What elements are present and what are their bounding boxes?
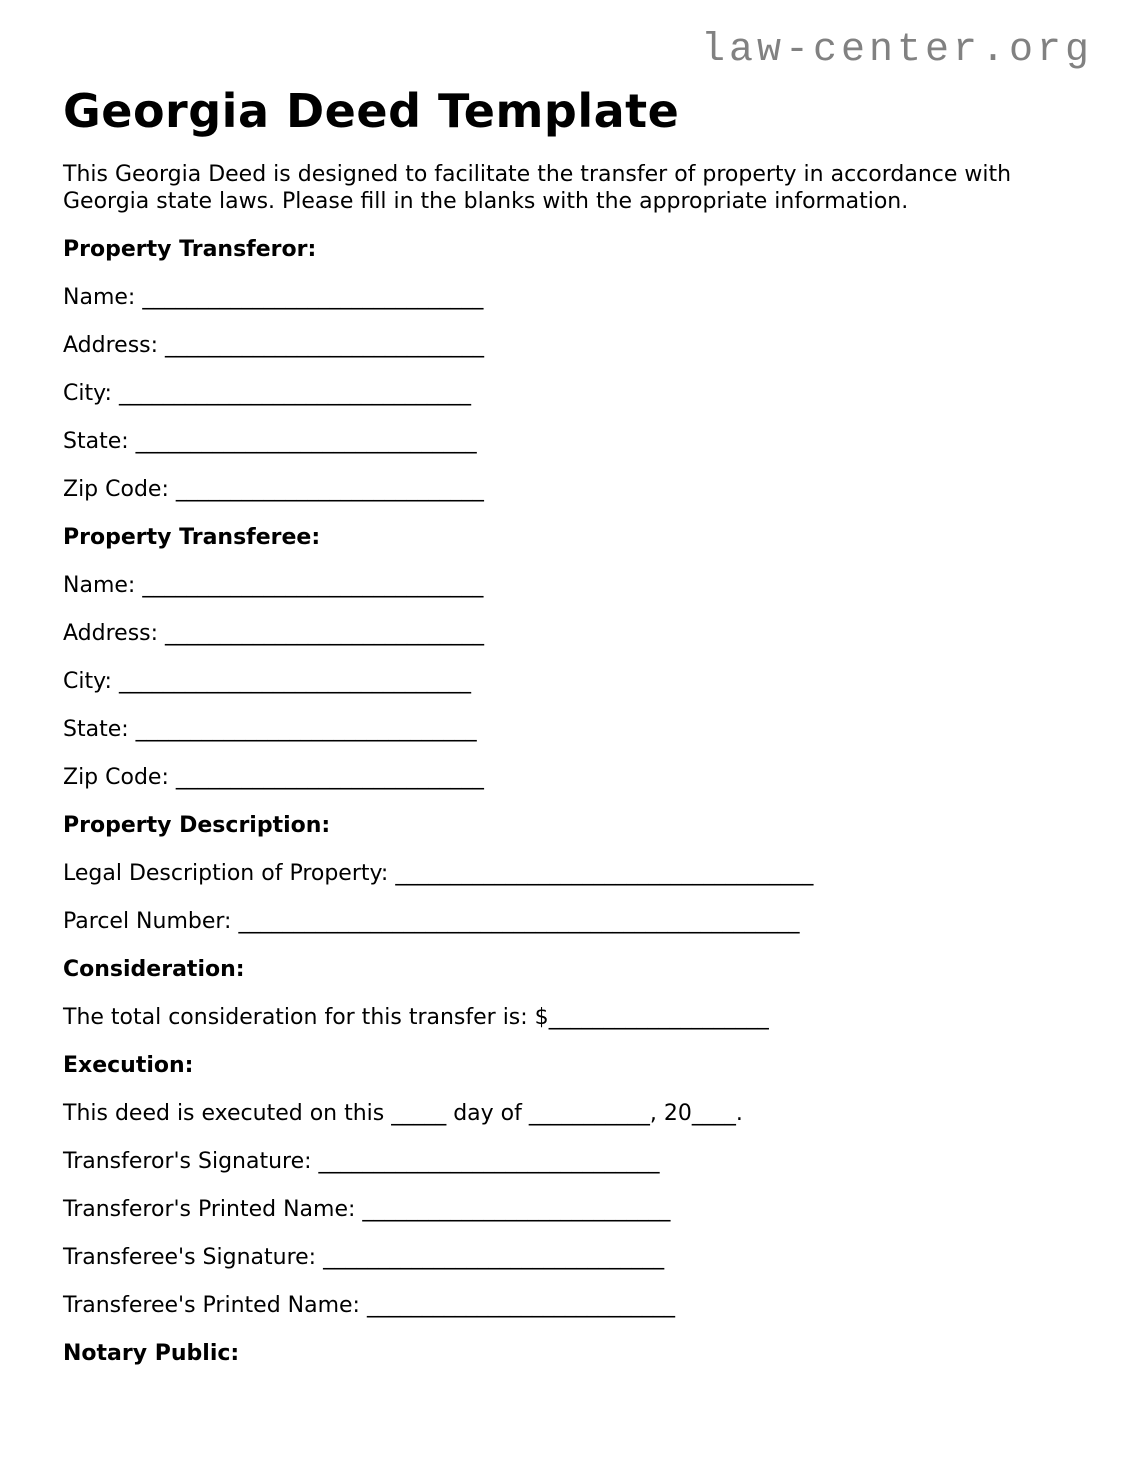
field-label: City: xyxy=(63,669,112,694)
field-blank-line: _______________________________ xyxy=(142,285,484,310)
section-heading-execution: Execution: xyxy=(63,1053,194,1078)
field-label: Zip Code: xyxy=(63,765,169,790)
field-label: Name: xyxy=(63,573,136,598)
section-heading-consideration: Consideration: xyxy=(63,957,245,982)
field-row-transferor-address xyxy=(63,332,1093,359)
field-label: The total consideration for this transfer is: $ xyxy=(63,1005,549,1030)
field-blank-line: _____________________________ xyxy=(165,333,485,358)
section-heading-property-transferee: Property Transferee: xyxy=(63,525,321,550)
field-label: State: xyxy=(63,717,129,742)
field-blank-line: ______________________________________ xyxy=(395,861,814,886)
field-blank-line: ____________________________ xyxy=(366,1293,675,1318)
field-label: Address: xyxy=(63,333,159,358)
field-row-transferor-zip xyxy=(63,476,1093,503)
field-blank-line: ____________________________ xyxy=(175,765,484,790)
field-blank-line: _______________________________ xyxy=(135,429,477,454)
field-blank-line: ________________________________ xyxy=(118,669,471,694)
field-row-transferee-state xyxy=(63,716,1093,743)
site-logo: law-center.org xyxy=(700,28,1093,73)
field-blank-line: ____________________________ xyxy=(362,1197,671,1222)
field-blank-line: ___________________________________________________ xyxy=(238,909,800,934)
field-label: Transferor's Signature: xyxy=(63,1149,312,1174)
field-label: Transferee's Signature: xyxy=(63,1245,317,1270)
field-label: Legal Description of Property: xyxy=(63,861,389,886)
field-row-legal-description xyxy=(63,860,1093,887)
field-blank-line: _______________________________ xyxy=(142,573,484,598)
field-label: Parcel Number: xyxy=(63,909,232,934)
field-label: City: xyxy=(63,381,112,406)
section-heading-property-description: Property Description: xyxy=(63,813,331,838)
field-row-transferor-city xyxy=(63,380,1093,407)
field-label: Transferor's Printed Name: xyxy=(63,1197,356,1222)
field-label: Transferee's Printed Name: xyxy=(63,1293,360,1318)
field-row-consideration xyxy=(63,1004,1093,1031)
execution-sentence: This deed is executed on this _____ day of ___________, 20____. xyxy=(63,1101,743,1126)
field-label: State: xyxy=(63,429,129,454)
intro-text: This Georgia Deed is designed to facilitate the transfer of property in accordance with Georgia state laws. Please fill in the blanks with the appropriate information. xyxy=(63,162,1012,214)
field-label: Address: xyxy=(63,621,159,646)
field-row-transferor-name xyxy=(63,284,1093,311)
field-row-transferor-state xyxy=(63,428,1093,455)
field-row-transferor-printed-name xyxy=(63,1196,1093,1223)
field-label: Zip Code: xyxy=(63,477,169,502)
field-row-transferee-name xyxy=(63,572,1093,599)
field-blank-line: _______________________________ xyxy=(323,1245,665,1270)
page-title: Georgia Deed Template xyxy=(63,84,680,138)
field-label: Name: xyxy=(63,285,136,310)
section-heading-property-transferor: Property Transferor: xyxy=(63,237,317,262)
field-blank-line: ____________________ xyxy=(548,1005,769,1030)
field-blank-line: _____________________________ xyxy=(165,621,485,646)
field-blank-line: _______________________________ xyxy=(135,717,477,742)
field-blank-line: ____________________________ xyxy=(175,477,484,502)
field-row-transferee-signature xyxy=(63,1244,1093,1271)
field-row-parcel-number xyxy=(63,908,1093,935)
field-row-transferee-city xyxy=(63,668,1093,695)
field-row-transferee-zip xyxy=(63,764,1093,791)
field-row-transferee-address xyxy=(63,620,1093,647)
field-row-transferor-signature xyxy=(63,1148,1093,1175)
field-row-transferee-printed-name xyxy=(63,1292,1093,1319)
field-blank-line: ________________________________ xyxy=(118,381,471,406)
field-blank-line: _______________________________ xyxy=(318,1149,660,1174)
section-heading-notary-public: Notary Public: xyxy=(63,1341,240,1366)
